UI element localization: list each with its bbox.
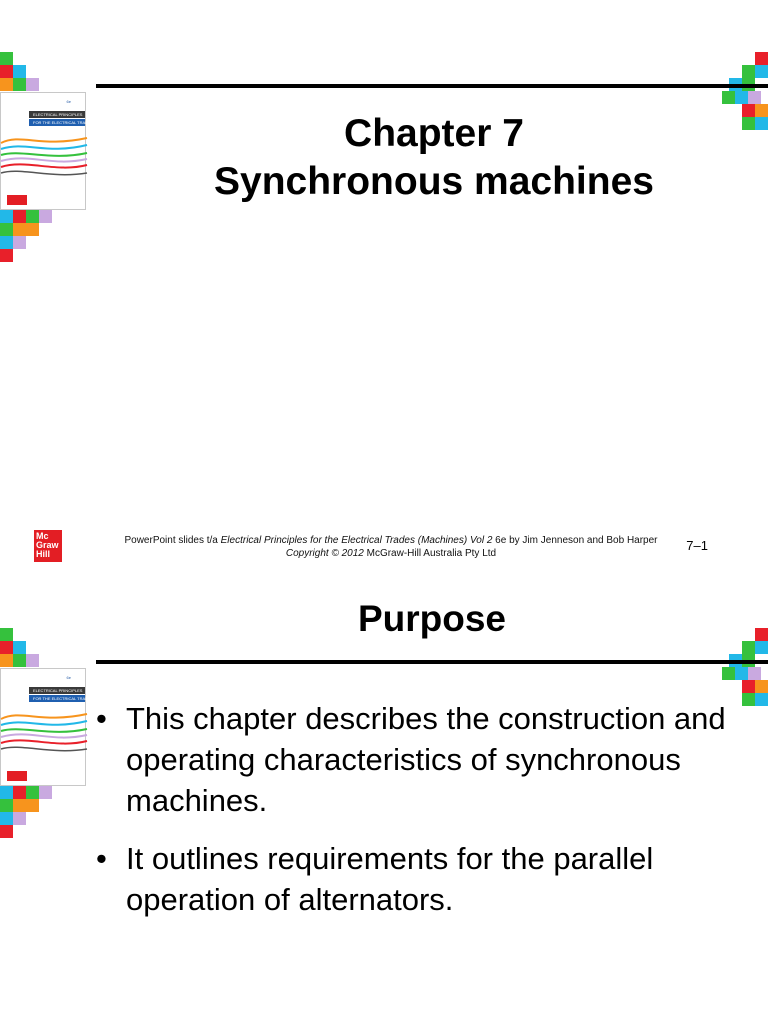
mcgraw-hill-logo-footer: Mc Graw Hill bbox=[34, 530, 62, 562]
slide-title bbox=[100, 110, 768, 206]
cover-band-subtitle: FOR THE ELECTRICAL TRADES bbox=[33, 120, 94, 125]
cover-edition: 6e bbox=[66, 675, 71, 680]
title-line-2: Synchronous machines bbox=[214, 160, 654, 203]
purpose-slide bbox=[0, 590, 768, 1024]
bullet-dot-icon: • bbox=[96, 841, 107, 876]
cover-band-title: ELECTRICAL PRINCIPLES bbox=[33, 688, 83, 693]
title-rule bbox=[96, 84, 768, 88]
title-line-1: Chapter 7 bbox=[344, 112, 524, 155]
slide-title: Purpose bbox=[357, 598, 507, 639]
book-cover-image bbox=[0, 668, 94, 786]
cover-publisher-logo bbox=[7, 195, 27, 205]
page-number: 7–1 bbox=[686, 538, 708, 553]
bullet-item: • It outlines requirements for the parallel operation of alternators. bbox=[96, 838, 738, 920]
title-rule bbox=[96, 660, 768, 664]
cover-publisher-logo bbox=[7, 771, 27, 781]
cover-wires-graphic bbox=[1, 123, 87, 183]
cover-edition: 6e bbox=[66, 99, 71, 104]
bullet-list bbox=[96, 698, 738, 937]
book-cover-image bbox=[0, 92, 94, 210]
cover-wires-graphic bbox=[1, 699, 87, 759]
bullet-dot-icon: • bbox=[96, 701, 107, 736]
bullet-item: • This chapter describes the construction and operating characteristics of synchronous machines. bbox=[96, 698, 738, 821]
cover-band-title: ELECTRICAL PRINCIPLES bbox=[33, 112, 83, 117]
cover-band-subtitle: FOR THE ELECTRICAL TRADES bbox=[33, 696, 94, 701]
copyright-footer: PowerPoint slides t/a Electrical Principles for the Electrical Trades (Machines) Vol 2 6e by Jim Jenneson and Bob Harper Copyright © 2012 McGraw-Hill Australia Pty Ltd bbox=[124, 535, 658, 559]
